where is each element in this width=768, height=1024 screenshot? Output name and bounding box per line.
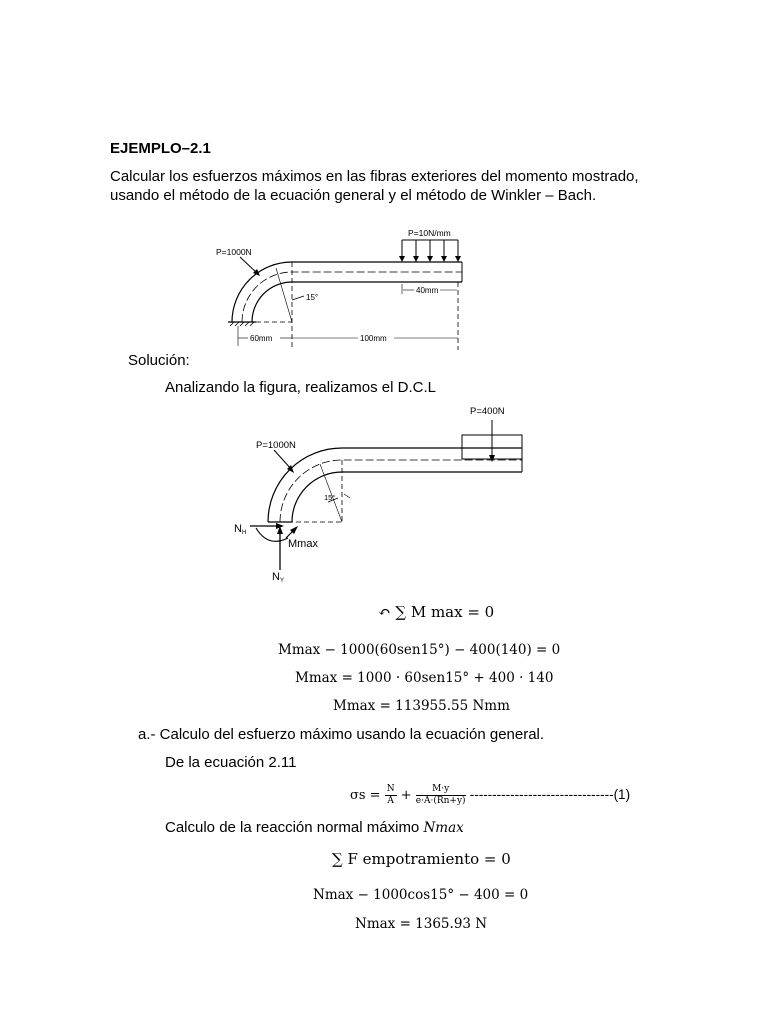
eq-normal-result: Nmax = 1365.93 N: [355, 916, 488, 932]
fig2-load-block: P=400N: [470, 406, 505, 417]
eq-sum-moments: ↶ ∑ M max = 0: [378, 603, 495, 621]
analysis-text: Analizando la figura, realizamos el D.C.L: [165, 379, 436, 396]
fig1-angle: 15°: [306, 293, 319, 302]
equation-reference: De la ecuación 2.11: [165, 754, 297, 771]
reaction-v-label: NY: [272, 571, 284, 584]
part-a-heading: a.- Calculo del esfuerzo máximo usando la ecuación general.: [138, 726, 545, 743]
eq-sum-forces: ∑ F empotramiento = 0: [332, 850, 511, 868]
fig1-dim-100: 100mm: [360, 334, 387, 343]
eq-moment-result: Mmax = 113955.55 Nmm: [333, 698, 510, 714]
fig1-load-dist: P=10N/mm: [408, 228, 451, 238]
fig1-load-point: P=1000N: [216, 247, 252, 257]
reaction-h-label: NH: [234, 523, 247, 536]
solution-label: Solución:: [128, 352, 190, 369]
example-title: EJEMPLO–2.1: [110, 140, 211, 157]
eq-normal-expanded: Nmax − 1000cos15° − 400 = 0: [313, 887, 529, 903]
fig1-dim-40: 40mm: [416, 286, 439, 295]
fraction-normal: $\frac{N}{A}$: [386, 784, 395, 806]
statement-line-1: Calcular los esfuerzos máximos en las fibras exteriores del momento mostrado,: [110, 168, 639, 185]
fraction-bending: $\frac{M\cdot y}{e\cdot A\cdot(Rn+y)}$: [415, 784, 466, 806]
free-body-diagram: [226, 402, 530, 588]
normal-reaction-text: Calculo de la reacción normal máximo Nmax: [165, 819, 464, 836]
curved-beam-figure: [200, 222, 500, 350]
eq-moment-expanded: Mmax − 1000(60sen15°) − 400(140) = 0: [278, 642, 561, 658]
stress-formula: σs = $\frac{N}{A}$ + $\frac{M\cdot y}{e\cdot A\cdot(Rn+y)}$ --------------------------------(1): [350, 784, 631, 806]
eq-moment-rearranged: Mmax = 1000 · 60sen15° + 400 · 140: [295, 670, 554, 686]
fig2-angle: 15°: [324, 493, 336, 502]
fig1-dim-60: 60mm: [250, 334, 273, 343]
fig2-load-point: P=1000N: [256, 440, 296, 451]
statement-line-2: usando el método de la ecuación general y el método de Winkler – Bach.: [110, 187, 597, 204]
moment-label: Mmax: [288, 538, 318, 550]
